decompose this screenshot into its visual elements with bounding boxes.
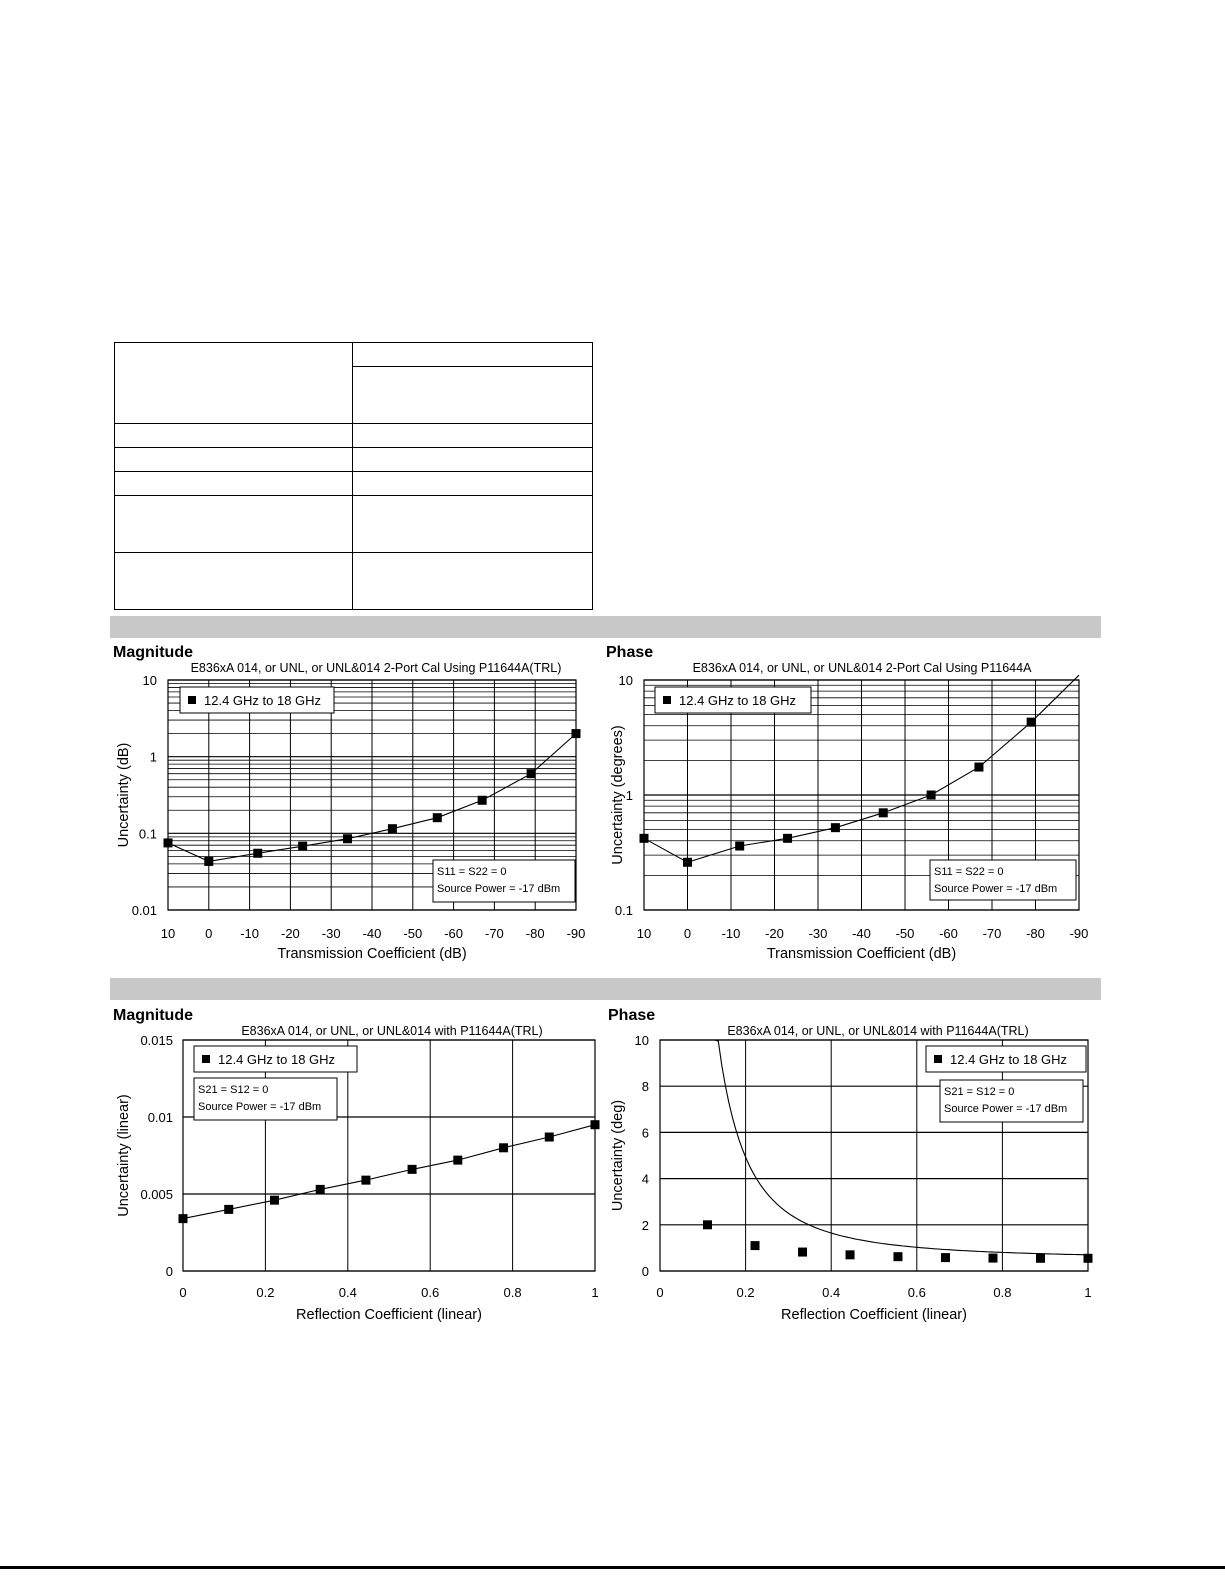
annotation-text: Source Power = -17 dBm xyxy=(934,883,1058,895)
x-tick-label: 0.6 xyxy=(907,1285,926,1300)
data-point xyxy=(527,769,536,778)
x-tick-label: -10 xyxy=(721,926,741,941)
x-tick-label: 1 xyxy=(591,1285,599,1300)
x-tick-label: -90 xyxy=(566,926,586,941)
x-tick-label: 1 xyxy=(1084,1285,1092,1300)
x-tick-label: -50 xyxy=(403,926,423,941)
data-point xyxy=(298,842,307,851)
data-point xyxy=(316,1185,325,1194)
data-point xyxy=(735,842,744,851)
legend-label: 12.4 GHz to 18 GHz xyxy=(204,693,322,708)
y-tick-label: 1 xyxy=(625,788,633,803)
legend-label: 12.4 GHz to 18 GHz xyxy=(679,693,797,708)
annotation-text: S21 = S12 = 0 xyxy=(198,1084,269,1096)
x-tick-label: 10 xyxy=(160,926,176,941)
chart-heading: Phase xyxy=(606,644,654,661)
data-point xyxy=(1084,1254,1093,1263)
x-tick-label: 0.8 xyxy=(503,1285,522,1300)
x-tick-label: -40 xyxy=(362,926,382,941)
x-tick-label: -60 xyxy=(939,926,958,941)
x-tick-label: -80 xyxy=(525,926,545,941)
x-axis-label: Transmission Coefficient (dB) xyxy=(766,946,957,962)
chart-heading: Magnitude xyxy=(113,1007,193,1024)
legend-marker xyxy=(934,1055,942,1063)
x-tick-label: 0.8 xyxy=(993,1285,1012,1300)
legend-marker xyxy=(188,696,196,704)
x-axis-label: Transmission Coefficient (dB) xyxy=(277,946,467,962)
data-point xyxy=(224,1205,233,1214)
y-axis-label: Uncertainty (degrees) xyxy=(610,725,626,865)
annotation-text: S21 = S12 = 0 xyxy=(944,1086,1015,1098)
x-tick-label: 0.4 xyxy=(822,1285,841,1300)
y-tick-label: 4 xyxy=(641,1171,649,1187)
x-tick-label: -30 xyxy=(808,926,828,941)
y-tick-label: 1 xyxy=(149,749,157,765)
y-tick-label: 10 xyxy=(634,1033,649,1048)
footer-rule xyxy=(0,1566,1225,1569)
data-point xyxy=(433,813,442,822)
x-tick-label: -50 xyxy=(895,926,915,941)
chart-heading: Magnitude xyxy=(113,644,193,661)
data-point xyxy=(591,1120,600,1129)
y-tick-label: 0.005 xyxy=(140,1187,173,1202)
y-tick-label: 10 xyxy=(618,673,633,688)
x-tick-label: -30 xyxy=(321,926,341,941)
x-axis-label: Reflection Coefficient (linear) xyxy=(781,1307,967,1323)
data-point xyxy=(270,1196,279,1205)
legend-label: 12.4 GHz to 18 GHz xyxy=(950,1052,1068,1067)
data-point xyxy=(453,1156,462,1165)
x-tick-label: -70 xyxy=(982,926,1002,941)
y-tick-label: 8 xyxy=(641,1079,649,1095)
x-tick-label: -10 xyxy=(240,926,259,941)
data-point xyxy=(1036,1254,1045,1263)
data-point xyxy=(831,823,840,832)
x-tick-label: -90 xyxy=(1069,926,1089,941)
data-point xyxy=(253,849,262,858)
annotation-text: Source Power = -17 dBm xyxy=(944,1103,1068,1115)
y-tick-label: 0.1 xyxy=(614,903,633,918)
chart-heading: Phase xyxy=(608,1007,656,1024)
data-point xyxy=(343,834,352,843)
y-axis-label: Uncertainty (deg) xyxy=(610,1099,626,1212)
x-tick-label: -20 xyxy=(765,926,784,941)
x-tick-label: -20 xyxy=(281,926,300,941)
legend-label: 12.4 GHz to 18 GHz xyxy=(218,1052,336,1067)
chart-title: E836xA 014, or UNL, or UNL&014 with P11644A(TRL) xyxy=(727,1024,1029,1038)
y-axis-label: Uncertainty (linear) xyxy=(116,1094,132,1217)
plot-area xyxy=(660,1040,1088,1271)
annotation-text: Source Power = -17 dBm xyxy=(198,1101,322,1113)
data-point xyxy=(640,834,649,843)
x-tick-label: 10 xyxy=(636,926,652,941)
annotation-text: S11 = S22 = 0 xyxy=(437,866,507,878)
data-point xyxy=(545,1133,554,1142)
y-tick-label: 0 xyxy=(165,1264,173,1279)
data-point xyxy=(1027,718,1036,727)
legend-marker xyxy=(202,1055,210,1063)
y-tick-label: 0.015 xyxy=(140,1033,173,1048)
x-tick-label: 0.2 xyxy=(256,1285,275,1300)
chart-title: E836xA 014, or UNL, or UNL&014 2-Port Cal Using P11644A(TRL) xyxy=(190,661,562,675)
x-tick-label: -80 xyxy=(1026,926,1045,941)
data-point xyxy=(179,1214,188,1223)
y-axis-label: Uncertainty (dB) xyxy=(116,742,132,848)
data-point xyxy=(846,1250,855,1259)
data-point xyxy=(408,1165,417,1174)
data-point xyxy=(798,1248,807,1257)
data-point xyxy=(361,1176,370,1185)
x-tick-label: 0.2 xyxy=(736,1285,755,1300)
legend-marker xyxy=(663,696,671,704)
x-tick-label: 0.4 xyxy=(338,1285,357,1300)
data-point xyxy=(683,858,692,867)
data-point xyxy=(879,808,888,817)
data-point xyxy=(974,763,983,772)
data-point xyxy=(893,1252,902,1261)
data-point xyxy=(499,1143,508,1152)
x-tick-label: 0.6 xyxy=(421,1285,440,1300)
x-tick-label: 0 xyxy=(683,926,692,941)
y-tick-label: 2 xyxy=(641,1217,649,1233)
x-tick-label: 0 xyxy=(656,1285,664,1300)
chart-title: E836xA 014, or UNL, or UNL&014 with P11644A(TRL) xyxy=(241,1024,543,1038)
annotation-text: S11 = S22 = 0 xyxy=(934,866,1004,878)
data-point xyxy=(783,834,792,843)
data-point xyxy=(941,1253,950,1262)
data-point xyxy=(204,857,213,866)
x-tick-label: 0 xyxy=(179,1285,187,1300)
data-point xyxy=(388,824,397,833)
data-point xyxy=(988,1254,997,1263)
data-point xyxy=(478,796,487,805)
y-tick-label: 6 xyxy=(641,1125,649,1141)
x-tick-label: -40 xyxy=(852,926,871,941)
data-point xyxy=(927,791,936,800)
plot-area xyxy=(183,1040,595,1271)
x-tick-label: 0 xyxy=(205,926,213,941)
annotation-text: Source Power = -17 dBm xyxy=(437,883,561,895)
y-tick-label: 0.1 xyxy=(138,826,157,842)
x-tick-label: -60 xyxy=(444,926,463,941)
x-axis-label: Reflection Coefficient (linear) xyxy=(296,1307,482,1323)
chart-title: E836xA 014, or UNL, or UNL&014 2-Port Cal Using P11644A xyxy=(692,661,1032,675)
y-tick-label: 0 xyxy=(641,1264,649,1279)
y-tick-label: 0.01 xyxy=(147,1110,173,1125)
y-tick-label: 0.01 xyxy=(131,903,157,918)
data-point xyxy=(703,1220,712,1229)
data-point xyxy=(572,729,581,738)
y-tick-label: 10 xyxy=(142,673,157,688)
data-point xyxy=(751,1241,760,1250)
x-tick-label: -70 xyxy=(485,926,504,941)
data-point xyxy=(164,838,173,847)
